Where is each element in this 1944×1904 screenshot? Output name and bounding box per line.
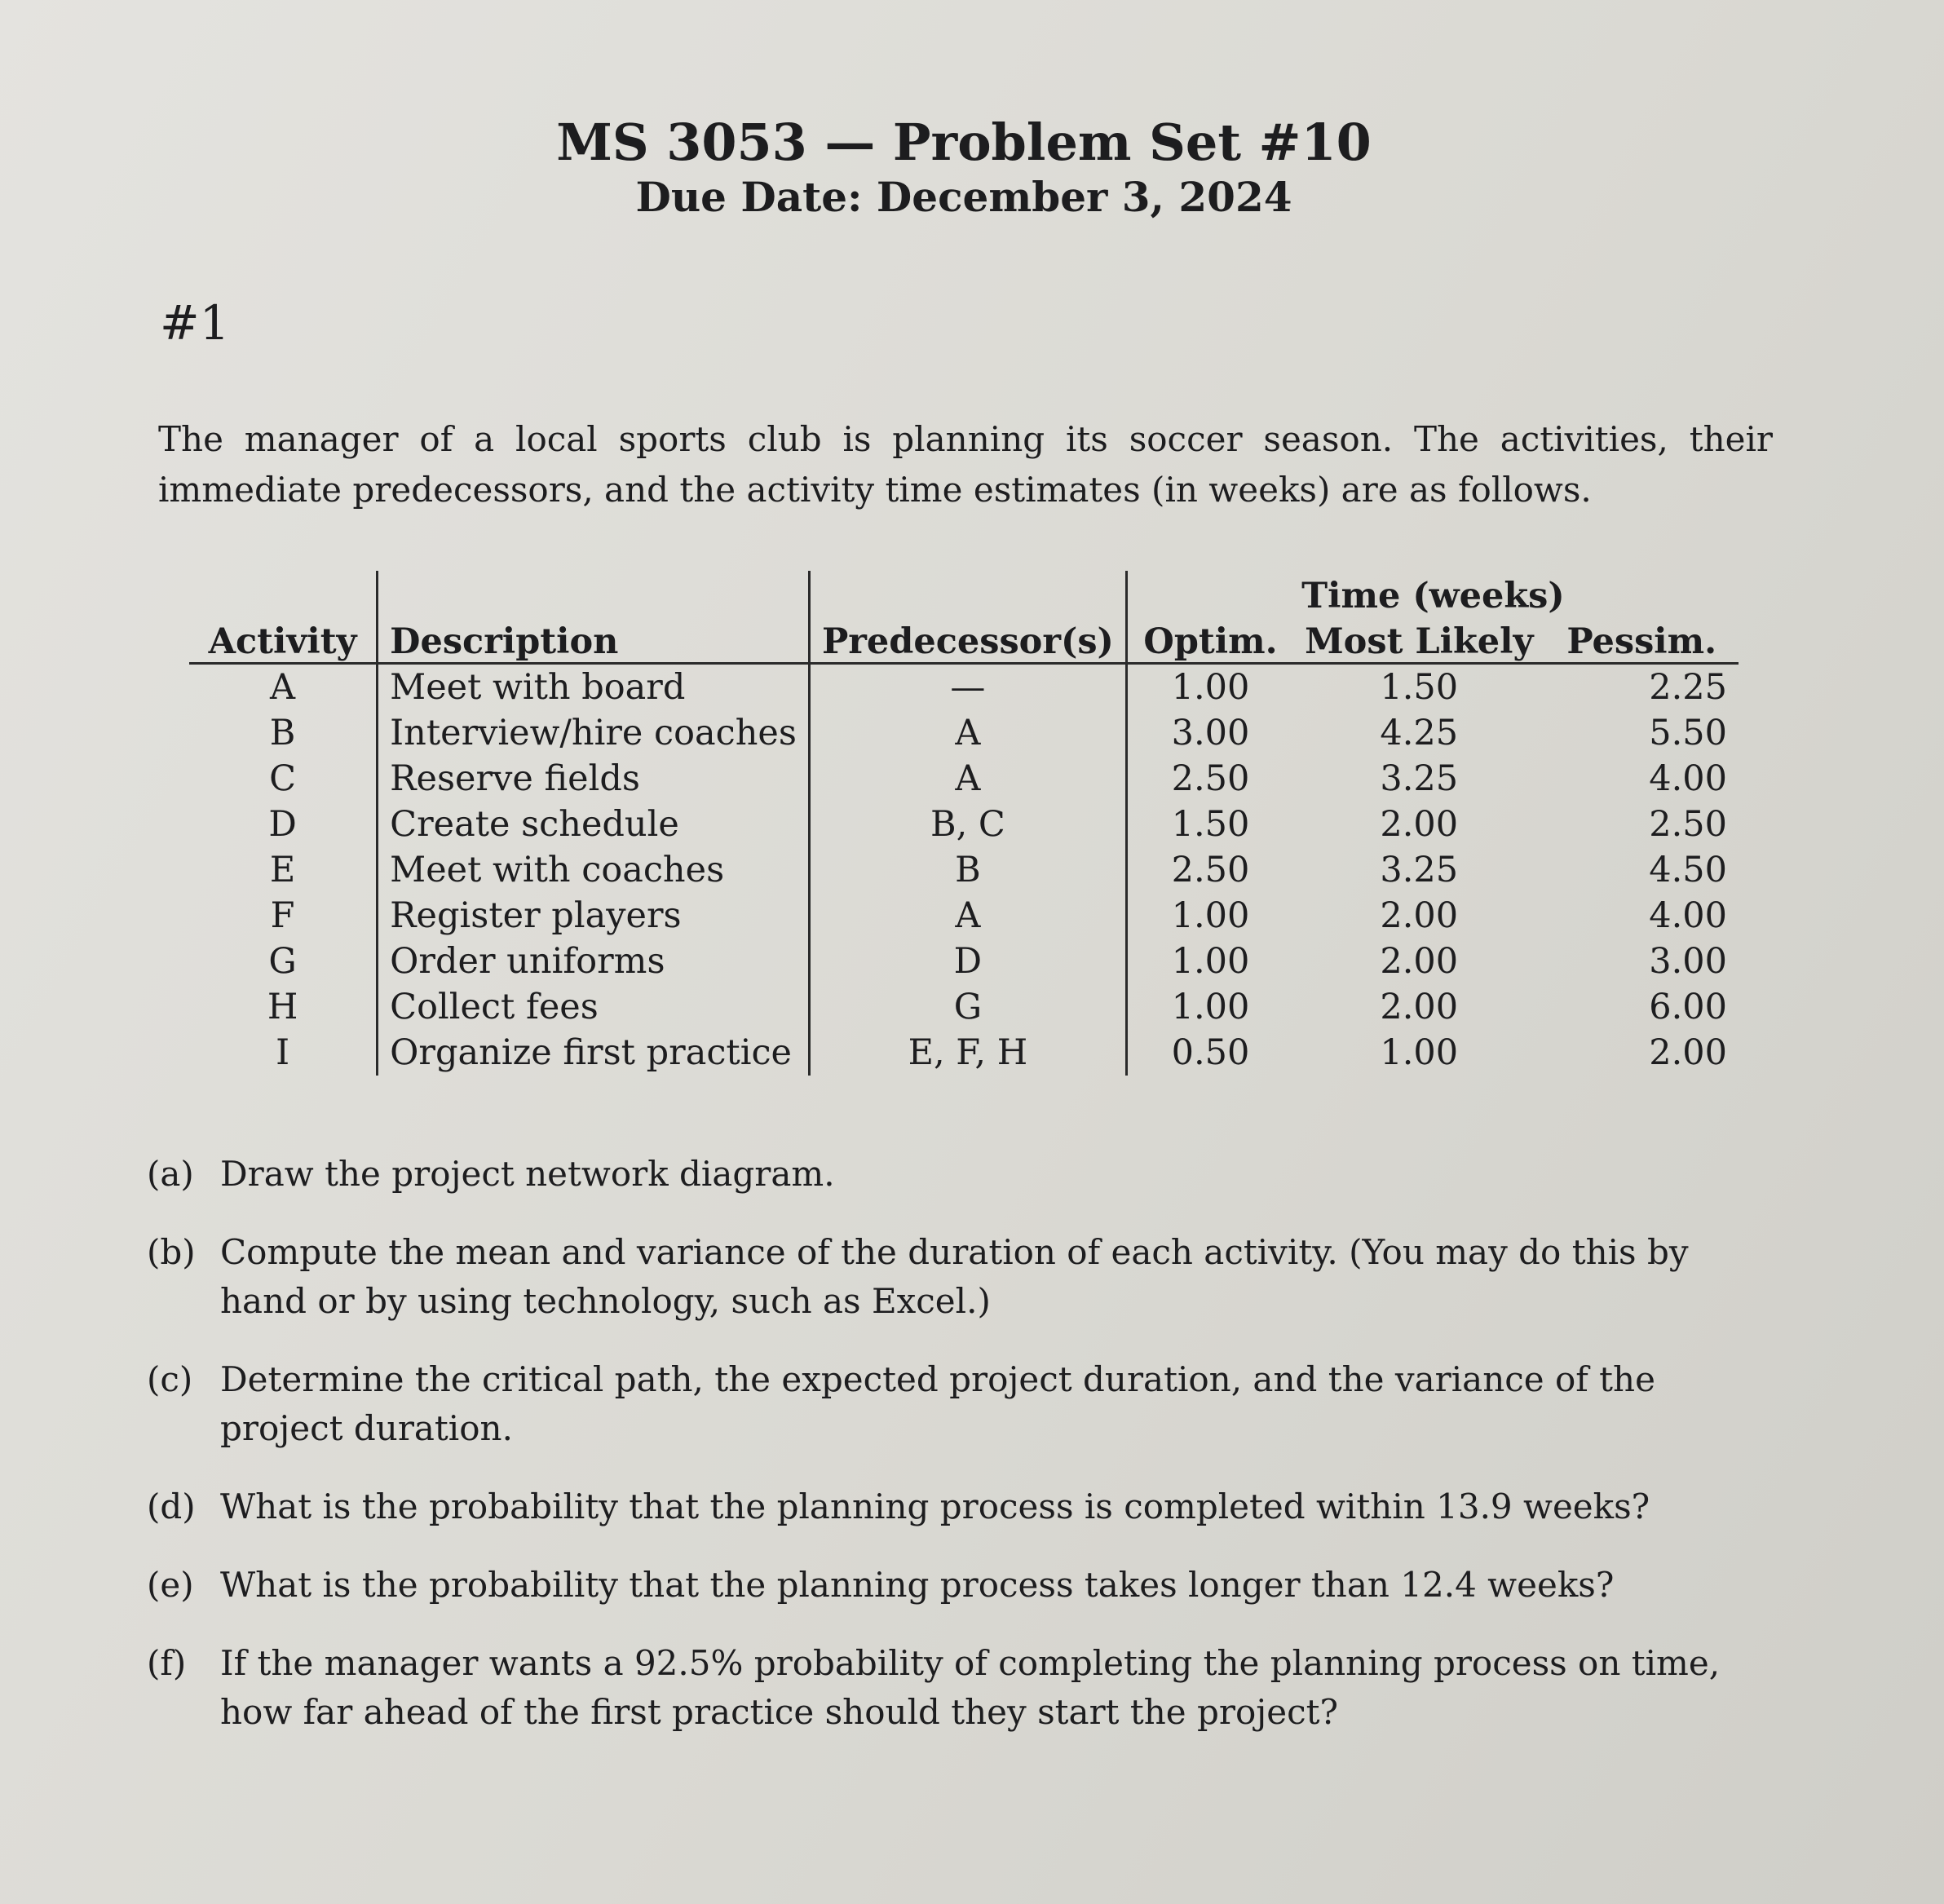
- page-title: MS 3053 — Problem Set #10: [556, 113, 1372, 172]
- activity-cell: D: [189, 802, 378, 847]
- table-row: [189, 984, 1739, 1030]
- question-label: (e): [147, 1565, 194, 1605]
- pessim-cell: 4.00: [1649, 758, 1727, 799]
- table-row: [189, 802, 1739, 847]
- predecessors-cell: D: [809, 939, 1126, 984]
- predecessors-cell: B: [809, 847, 1126, 893]
- question-label: (f): [147, 1643, 187, 1683]
- description-cell: Collect fees: [378, 984, 810, 1030]
- most-likely-cell: 3.25: [1380, 758, 1459, 799]
- table-row: [189, 1030, 1739, 1076]
- problem-intro: The manager of a local sports club is planning its soccer season. The activities, their immediate predecessors, and the activity time estimates (in weeks) are as follows.: [158, 419, 1773, 510]
- pessim-cell: 2.50: [1649, 804, 1727, 845]
- table-row: [189, 710, 1739, 756]
- question-label: (c): [147, 1359, 193, 1399]
- optim-cell: 1.00: [1171, 987, 1250, 1027]
- most-likely-cell: 1.00: [1380, 1032, 1459, 1073]
- optim-cell: 1.00: [1171, 941, 1250, 982]
- activity-cell: H: [189, 984, 378, 1030]
- question-text: Determine the critical path, the expected project duration, and the variance of the project duration.: [220, 1359, 1655, 1448]
- predecessors-cell: B, C: [809, 802, 1126, 847]
- question-item: [147, 1482, 1769, 1531]
- predecessors-cell: G: [809, 984, 1126, 1030]
- optim-cell: 3.00: [1171, 713, 1250, 753]
- question-text: If the manager wants a 92.5% probability of completing the planning process on time, how far ahead of the first practice should they start the project?: [220, 1643, 1721, 1732]
- pessim-cell: 4.50: [1649, 850, 1727, 890]
- table-row: [189, 847, 1739, 893]
- table-row: [189, 939, 1739, 984]
- question-label: (d): [147, 1487, 196, 1526]
- table-row: [189, 664, 1739, 711]
- header-activity: Activity: [189, 616, 378, 664]
- activity-cell: B: [189, 710, 378, 756]
- question-text: What is the probability that the planning process is completed within 13.9 weeks?: [220, 1487, 1650, 1526]
- question-text: What is the probability that the planning process takes longer than 12.4 weeks?: [220, 1565, 1615, 1605]
- description-cell: Meet with coaches: [378, 847, 810, 893]
- pessim-cell: 6.00: [1649, 987, 1727, 1027]
- header-pessim: Pessim.: [1544, 616, 1739, 664]
- question-label: (a): [147, 1154, 194, 1194]
- activity-cell: C: [189, 756, 378, 802]
- most-likely-cell: 3.25: [1380, 850, 1459, 890]
- optim-cell: 0.50: [1171, 1032, 1250, 1073]
- predecessors-cell: —: [809, 664, 1126, 711]
- table-header-row: [189, 616, 1739, 664]
- pessim-cell: 3.00: [1649, 941, 1727, 982]
- predecessors-cell: A: [809, 710, 1126, 756]
- table-row: [189, 756, 1739, 802]
- optim-cell: 2.50: [1171, 850, 1250, 890]
- question-label: (b): [147, 1232, 196, 1272]
- most-likely-cell: 4.25: [1380, 713, 1459, 753]
- most-likely-cell: 2.00: [1380, 987, 1459, 1027]
- pessim-cell: 2.00: [1649, 1032, 1727, 1073]
- activity-table: [189, 571, 1739, 1076]
- question-item: [147, 1355, 1769, 1453]
- question-text: Draw the project network diagram.: [220, 1154, 835, 1194]
- table-row: [189, 893, 1739, 939]
- header-description: Description: [378, 616, 810, 664]
- predecessors-cell: A: [809, 756, 1126, 802]
- activity-cell: I: [189, 1030, 378, 1076]
- description-cell: Register players: [378, 893, 810, 939]
- question-item: [147, 1228, 1769, 1326]
- description-cell: Meet with board: [378, 664, 810, 711]
- description-cell: Interview/hire coaches: [378, 710, 810, 756]
- description-cell: Organize first practice: [378, 1030, 810, 1076]
- pessim-cell: 4.00: [1649, 895, 1727, 936]
- question-item: [147, 1561, 1769, 1610]
- table-group-header-row: [189, 571, 1739, 616]
- problem-number: #1: [160, 295, 230, 351]
- most-likely-cell: 2.00: [1380, 804, 1459, 845]
- predecessors-cell: A: [809, 893, 1126, 939]
- description-cell: Reserve fields: [378, 756, 810, 802]
- header-predecessors: Predecessor(s): [809, 616, 1126, 664]
- optim-cell: 1.50: [1171, 804, 1250, 845]
- optim-cell: 1.00: [1171, 895, 1250, 936]
- activity-cell: F: [189, 893, 378, 939]
- activity-cell: G: [189, 939, 378, 984]
- most-likely-cell: 1.50: [1380, 667, 1459, 708]
- pessim-cell: 2.25: [1649, 667, 1727, 708]
- question-item: [147, 1639, 1769, 1737]
- description-cell: Order uniforms: [378, 939, 810, 984]
- pessim-cell: 5.50: [1649, 713, 1727, 753]
- question-list: [147, 1150, 1769, 1766]
- most-likely-cell: 2.00: [1380, 941, 1459, 982]
- time-weeks-header: Time (weeks): [1301, 576, 1565, 616]
- activity-cell: E: [189, 847, 378, 893]
- header-most-likely: Most Likely: [1293, 616, 1544, 664]
- optim-cell: 2.50: [1171, 758, 1250, 799]
- optim-cell: 1.00: [1171, 667, 1250, 708]
- due-date: Due Date: December 3, 2024: [635, 173, 1292, 221]
- question-text: Compute the mean and variance of the duration of each activity. (You may do this by hand or by using technology, such as Excel.): [220, 1232, 1689, 1321]
- header-optim: Optim.: [1126, 616, 1293, 664]
- activity-cell: A: [189, 664, 378, 711]
- most-likely-cell: 2.00: [1380, 895, 1459, 936]
- description-cell: Create schedule: [378, 802, 810, 847]
- predecessors-cell: E, F, H: [809, 1030, 1126, 1076]
- question-item: [147, 1150, 1769, 1199]
